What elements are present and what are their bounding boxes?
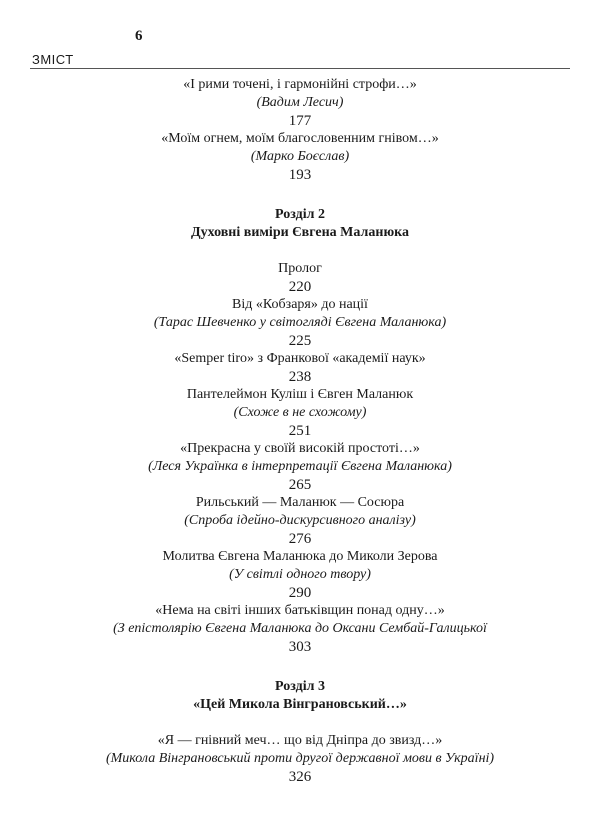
section-label: Розділ 3 xyxy=(275,679,325,694)
toc-entry xyxy=(30,494,570,548)
entry-subtitle: (Леся Українка в інтерпретації Євгена Маланюка) xyxy=(148,459,452,474)
entry-page-number: 276 xyxy=(288,531,312,547)
entry-title: «І рими точені, і гармонійні строфи…» xyxy=(183,77,417,92)
entry-title: Рильський — Маланюк — Сосюра xyxy=(195,495,405,510)
entry-page-number: 265 xyxy=(288,477,312,493)
entry-title: «Прекрасна у своїй високій простоті…» xyxy=(180,441,420,456)
section-title: Духовні виміри Євгена Маланюка xyxy=(191,225,409,240)
entry-page-number: 326 xyxy=(288,769,312,785)
toc-entry xyxy=(30,548,570,602)
running-header: ЗМІСТ xyxy=(32,52,74,67)
entry-page-number: 251 xyxy=(288,423,312,439)
toc-entry xyxy=(30,440,570,494)
toc-entry xyxy=(30,732,570,786)
entry-subtitle: (Марко Боєслав) xyxy=(250,149,350,164)
toc-entry xyxy=(30,350,570,386)
toc-entry xyxy=(30,130,570,184)
page-number: 6 xyxy=(135,28,143,44)
entry-title: «Semper tiro» з Франкової «академії наук» xyxy=(174,351,426,366)
entry-title: «Нема на світі інших батьківщин понад одну…» xyxy=(155,603,445,618)
entry-page-number: 303 xyxy=(288,639,312,655)
toc-entry xyxy=(30,386,570,440)
entry-subtitle: (Спроба ідейно-дискурсивного аналізу) xyxy=(184,513,416,528)
entry-subtitle: (З епістолярію Євгена Маланюка до Оксани Сембай-Галицької xyxy=(113,621,487,636)
entry-subtitle: (У світлі одного твору) xyxy=(229,567,371,582)
toc-entry xyxy=(30,76,570,130)
entry-title: Молитва Євгена Маланюка до Миколи Зерова xyxy=(162,549,438,564)
entry-title: «Я — гнівний меч… що від Дніпра до звизд…» xyxy=(157,733,443,748)
entry-title: Пантелеймон Куліш і Євген Маланюк xyxy=(186,387,414,402)
toc-entry xyxy=(30,296,570,350)
entry-page-number: 220 xyxy=(288,279,312,295)
section-label: Розділ 2 xyxy=(275,207,325,222)
entry-subtitle: (Тарас Шевченко у світогляді Євгена Маланюка) xyxy=(153,315,447,330)
section-title: «Цей Микола Вінграновський…» xyxy=(193,697,407,712)
header-rule xyxy=(30,68,570,69)
entry-title: «Моїм огнем, моїм благословенним гнівом…» xyxy=(161,131,439,146)
entry-page-number: 238 xyxy=(288,369,312,385)
entry-page-number: 193 xyxy=(288,167,312,183)
table-of-contents xyxy=(30,76,570,786)
entry-page-number: 225 xyxy=(288,333,312,349)
entry-page-number: 290 xyxy=(288,585,312,601)
entry-subtitle: (Схоже в не схожому) xyxy=(233,405,367,420)
toc-entry xyxy=(30,260,570,296)
entry-title: Пролог xyxy=(278,261,322,276)
toc-entry xyxy=(30,602,570,656)
entry-subtitle: (Вадим Лесич) xyxy=(256,95,344,110)
entry-subtitle: (Микола Вінграновський проти другої державної мови в Україні) xyxy=(105,751,495,766)
entry-title: Від «Кобзаря» до нації xyxy=(232,297,368,312)
entry-page-number: 177 xyxy=(288,113,312,129)
